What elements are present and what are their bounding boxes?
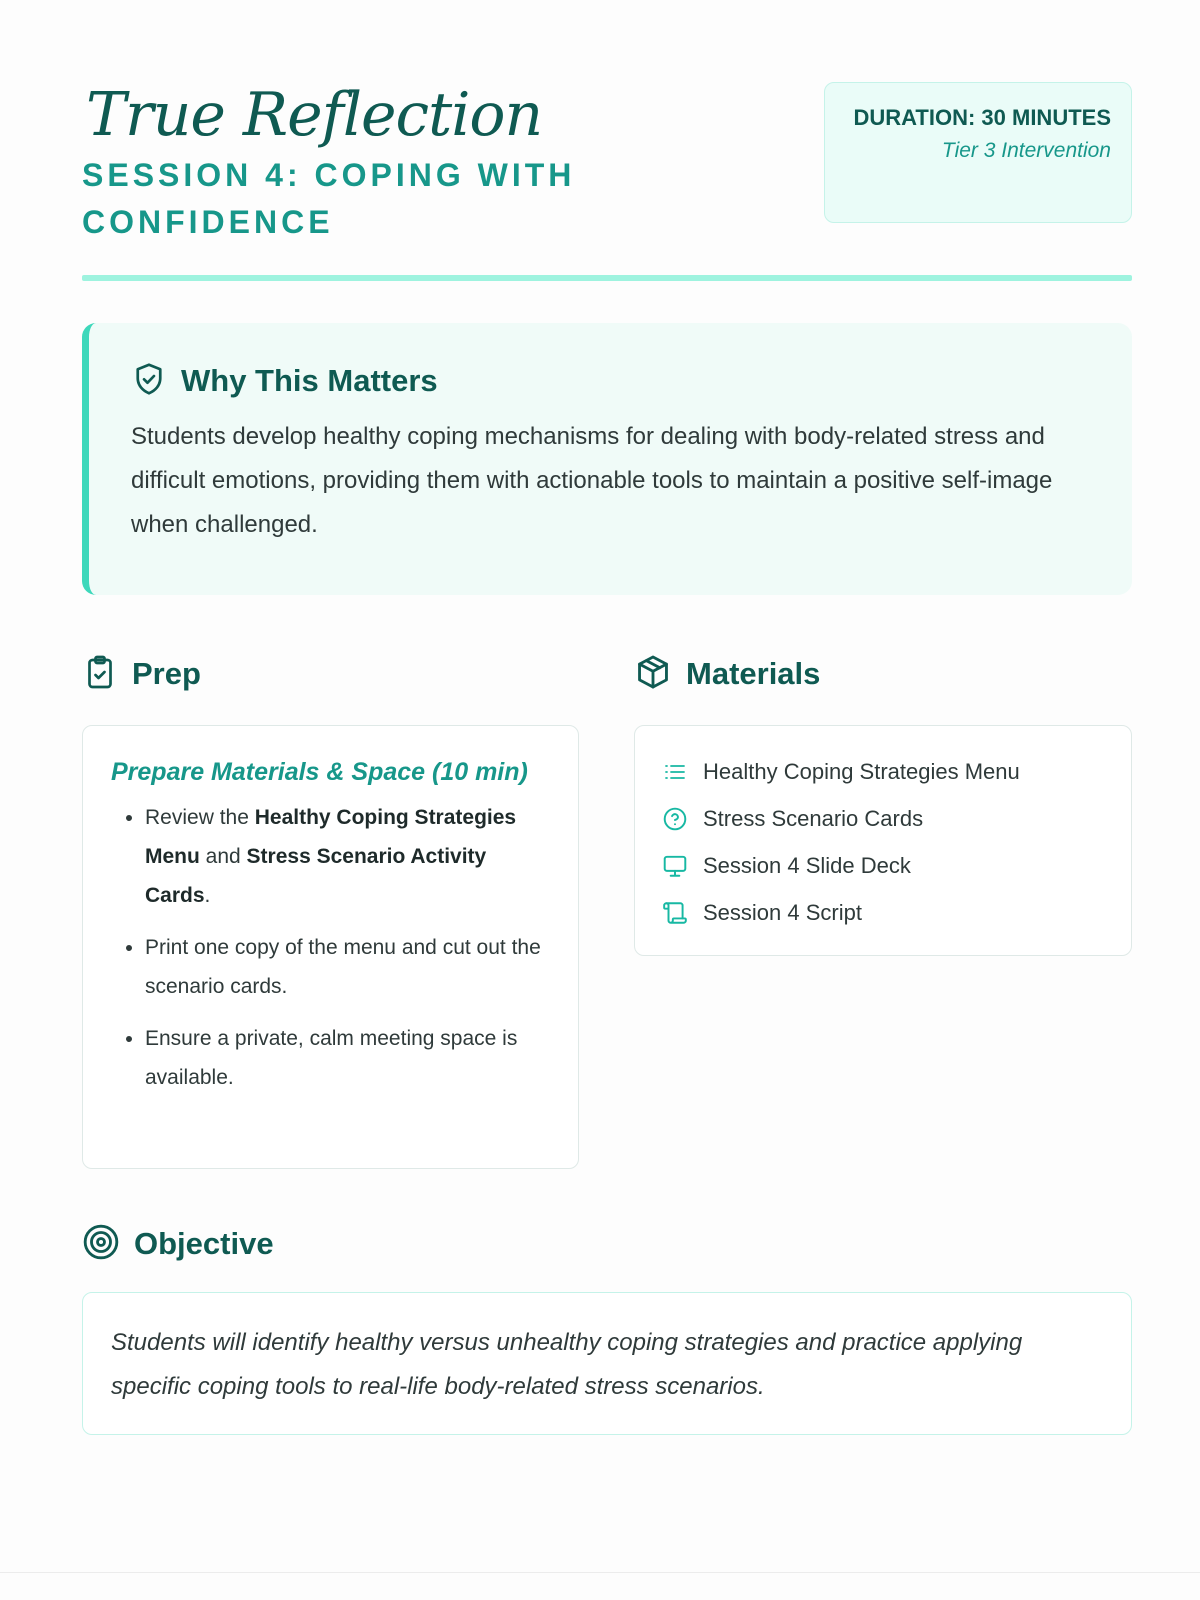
scroll-icon — [661, 899, 689, 927]
materials-card — [634, 725, 1132, 956]
prep-heading — [82, 652, 201, 696]
list-item: • Print one copy of the menu and cut out the scenario cards. — [145, 928, 550, 1006]
tier-label: Tier 3 Intervention — [941, 139, 1111, 162]
material-label: Healthy Coping Strategies Menu — [703, 758, 1020, 784]
help-circle-icon — [661, 805, 689, 833]
objective-heading — [82, 1222, 274, 1266]
objective-text: Students will identify healthy versus unhealthy coping strategies and practice applying specific coping tools to real-life body-related stress scenarios. — [111, 1329, 1023, 1400]
list-item: • Ensure a private, calm meeting space is available. — [145, 1019, 550, 1097]
objective-title: Objective — [134, 1226, 274, 1261]
prep-card — [82, 725, 579, 1169]
list-item — [661, 795, 1105, 842]
list-item — [661, 889, 1105, 936]
list-icon — [661, 758, 689, 786]
list-item — [661, 842, 1105, 889]
why-title: Why This Matters — [181, 363, 438, 398]
material-label: Stress Scenario Cards — [703, 805, 924, 831]
list-item: • Review the Healthy Coping Strategies Menu and Stress Scenario Activity Cards. — [145, 798, 550, 915]
lesson-page — [82, 0, 1132, 1400]
package-icon — [634, 652, 672, 697]
monitor-icon — [661, 852, 689, 880]
header-divider — [82, 275, 1132, 281]
duration-label: DURATION: 30 MINUTES — [853, 105, 1111, 130]
prep-subtitle: Prepare Materials & Space (10 min) — [111, 758, 528, 786]
list-item — [661, 748, 1105, 795]
prep-title: Prep — [132, 656, 201, 691]
clipboard-check-icon — [82, 652, 118, 697]
shield-check-icon — [131, 360, 167, 403]
prep-list — [111, 798, 550, 1097]
session-title: SESSION 4: COPING WITH CONFIDENCE — [82, 157, 576, 240]
materials-heading — [634, 652, 820, 696]
page-header — [82, 0, 1132, 285]
objective-card — [82, 1292, 1132, 1435]
footer-divider — [0, 1572, 1200, 1573]
target-icon — [82, 1223, 120, 1266]
materials-title: Materials — [686, 656, 821, 691]
brand-title: True Reflection — [86, 80, 543, 150]
why-text: Students develop healthy coping mechanisms for dealing with body-related stress and difficult emotions, providing them with actionable tools to maintain a positive self-image when challenged. — [131, 423, 1053, 538]
material-label: Session 4 Slide Deck — [703, 852, 911, 878]
why-this-matters-panel — [82, 323, 1132, 595]
duration-badge — [824, 82, 1132, 223]
material-label: Session 4 Script — [703, 899, 862, 925]
